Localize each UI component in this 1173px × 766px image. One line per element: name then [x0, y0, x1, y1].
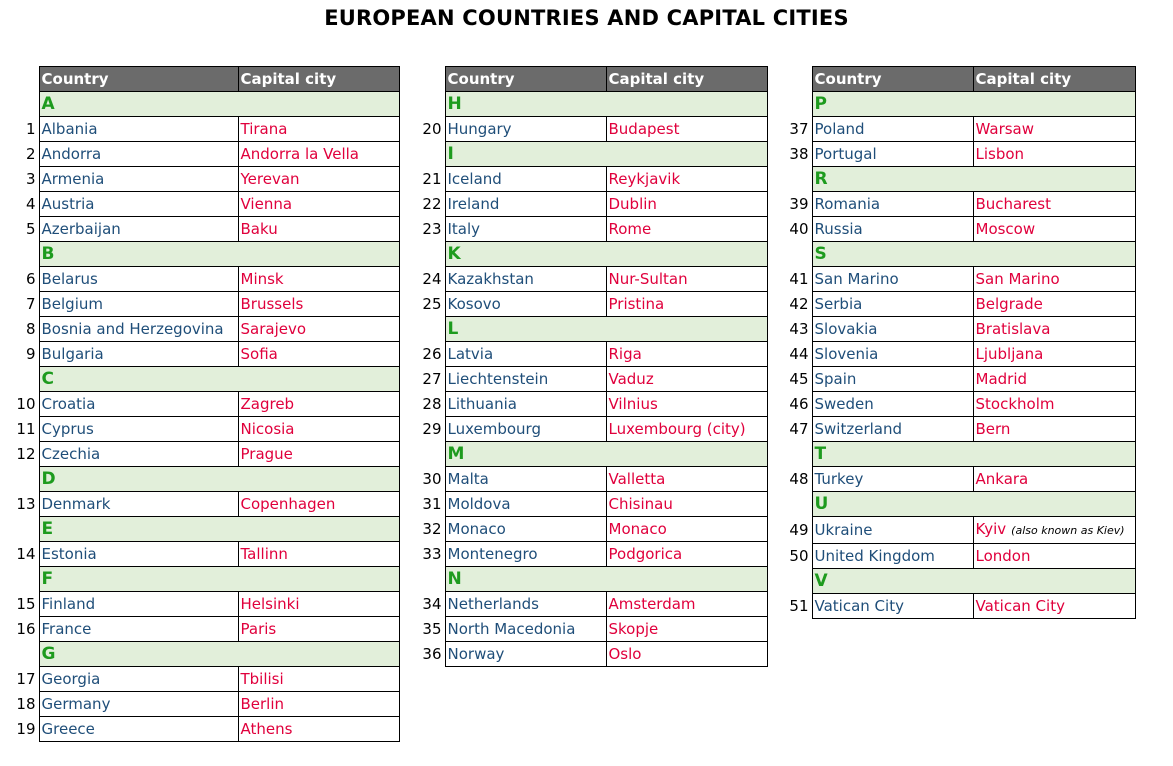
letter-group-row	[8, 517, 399, 542]
table-header-row	[8, 67, 399, 92]
table-row	[781, 292, 1135, 317]
table-row	[781, 342, 1135, 367]
capital-city-name: Vatican City	[973, 594, 1135, 619]
row-number: 10	[16, 395, 36, 413]
country-name: France	[39, 617, 238, 642]
table-row	[8, 592, 399, 617]
table-row	[8, 392, 399, 417]
letter-group-row	[414, 142, 767, 167]
row-number: 23	[422, 220, 442, 238]
country-name: Hungary	[445, 117, 606, 142]
letter-group-label: M	[445, 442, 767, 467]
letter-group-label: D	[39, 467, 399, 492]
country-name: Serbia	[812, 292, 973, 317]
row-number: 2	[25, 145, 36, 163]
capital-city-name: Skopje	[606, 617, 767, 642]
country-name: Monaco	[445, 517, 606, 542]
letter-group-label: L	[445, 317, 767, 342]
country-name: Malta	[445, 467, 606, 492]
table-row	[414, 217, 767, 242]
country-name: Russia	[812, 217, 973, 242]
letter-group-label: G	[39, 642, 399, 667]
row-number: 12	[16, 445, 36, 463]
table-header-row	[414, 67, 767, 92]
country-name: San Marino	[812, 267, 973, 292]
capital-city-name: Tbilisi	[238, 667, 399, 692]
country-name: Netherlands	[445, 592, 606, 617]
letter-group-row	[414, 442, 767, 467]
table-row	[414, 342, 767, 367]
row-number: 36	[422, 645, 442, 663]
row-number: 32	[422, 520, 442, 538]
country-name: Lithuania	[445, 392, 606, 417]
capital-city-name: Brussels	[238, 292, 399, 317]
row-number: 29	[422, 420, 442, 438]
capital-city-name: Tallinn	[238, 542, 399, 567]
table-row	[8, 117, 399, 142]
country-name: Andorra	[39, 142, 238, 167]
row-number-spacer	[414, 442, 445, 467]
row-number: 51	[789, 597, 809, 615]
row-number-spacer	[8, 92, 39, 117]
letter-group-label: V	[812, 569, 1135, 594]
letter-group-row	[8, 367, 399, 392]
country-name: Bosnia and Herzegovina	[39, 317, 238, 342]
table-row	[8, 417, 399, 442]
country-name: Kazakhstan	[445, 267, 606, 292]
capital-city-name: Reykjavik	[606, 167, 767, 192]
capital-city-name: Budapest	[606, 117, 767, 142]
capital-city-name: Yerevan	[238, 167, 399, 192]
country-name: Slovakia	[812, 317, 973, 342]
capital-city-name: Moscow	[973, 217, 1135, 242]
row-number-spacer	[781, 442, 812, 467]
letter-group-row	[781, 242, 1135, 267]
row-number-spacer	[781, 92, 812, 117]
row-number-spacer	[414, 67, 445, 92]
country-name: Albania	[39, 117, 238, 142]
countries-table-h-n	[414, 66, 768, 667]
row-number-spacer	[781, 67, 812, 92]
row-number: 22	[422, 195, 442, 213]
capital-city-name: Minsk	[238, 267, 399, 292]
row-number: 27	[422, 370, 442, 388]
capital-city-name: Stockholm	[973, 392, 1135, 417]
table-row	[414, 292, 767, 317]
row-number: 17	[16, 670, 36, 688]
row-number: 26	[422, 345, 442, 363]
table-row	[781, 392, 1135, 417]
capital-city-name: San Marino	[973, 267, 1135, 292]
letter-group-label: C	[39, 367, 399, 392]
letter-group-row	[8, 92, 399, 117]
letter-group-label: H	[445, 92, 767, 117]
capital-city-name: Bucharest	[973, 192, 1135, 217]
row-number: 9	[25, 345, 36, 363]
country-name: Vatican City	[812, 594, 973, 619]
country-name: Switzerland	[812, 417, 973, 442]
table-row	[8, 717, 399, 742]
country-name: Moldova	[445, 492, 606, 517]
country-name: Latvia	[445, 342, 606, 367]
country-name: Turkey	[812, 467, 973, 492]
capital-city-name: Belgrade	[973, 292, 1135, 317]
country-name: Norway	[445, 642, 606, 667]
capital-city-name: Warsaw	[973, 117, 1135, 142]
capital-city-name: Copenhagen	[238, 492, 399, 517]
capital-city-name: Dublin	[606, 192, 767, 217]
country-name: Ukraine	[812, 517, 973, 544]
country-name: Estonia	[39, 542, 238, 567]
row-number: 20	[422, 120, 442, 138]
row-number: 50	[789, 547, 809, 565]
letter-group-row	[781, 569, 1135, 594]
capital-city-note: (also known as Kiev)	[1011, 524, 1125, 537]
column-header-capital: Capital city	[238, 67, 399, 92]
capital-city-cell	[973, 517, 1135, 544]
row-number: 33	[422, 545, 442, 563]
table-row	[8, 667, 399, 692]
country-name: Czechia	[39, 442, 238, 467]
table-row	[781, 367, 1135, 392]
capital-city-name: Madrid	[973, 367, 1135, 392]
row-number-spacer	[8, 467, 39, 492]
capital-city-name: Zagreb	[238, 392, 399, 417]
capital-city-name: Pristina	[606, 292, 767, 317]
table-row	[414, 592, 767, 617]
country-name: Montenegro	[445, 542, 606, 567]
table-row	[8, 267, 399, 292]
capital-city-name: Sarajevo	[238, 317, 399, 342]
table-row	[8, 217, 399, 242]
table-row	[414, 542, 767, 567]
capital-city-name: Bern	[973, 417, 1135, 442]
country-name: Georgia	[39, 667, 238, 692]
letter-group-label: P	[812, 92, 1135, 117]
column-header-capital: Capital city	[973, 67, 1135, 92]
capital-city-name: Rome	[606, 217, 767, 242]
letter-group-label: S	[812, 242, 1135, 267]
letter-group-label: A	[39, 92, 399, 117]
row-number: 41	[789, 270, 809, 288]
table-row	[8, 542, 399, 567]
letter-group-row	[8, 567, 399, 592]
letter-group-label: K	[445, 242, 767, 267]
row-number-spacer	[8, 367, 39, 392]
row-number: 45	[789, 370, 809, 388]
countries-table-p-v	[781, 66, 1136, 619]
capital-city-name: Tirana	[238, 117, 399, 142]
column-header-country: Country	[812, 67, 973, 92]
capital-city-name: Vilnius	[606, 392, 767, 417]
table-row	[781, 417, 1135, 442]
capital-city-name: Bratislava	[973, 317, 1135, 342]
capital-city-name: Ljubljana	[973, 342, 1135, 367]
capital-city-name: Amsterdam	[606, 592, 767, 617]
country-name: Portugal	[812, 142, 973, 167]
capital-city-name: Nur-Sultan	[606, 267, 767, 292]
row-number: 38	[789, 145, 809, 163]
country-name: Belgium	[39, 292, 238, 317]
row-number: 49	[789, 521, 809, 539]
table-row	[781, 544, 1135, 569]
table-row	[414, 642, 767, 667]
country-name: Sweden	[812, 392, 973, 417]
column-header-country: Country	[445, 67, 606, 92]
capital-city-name: Sofia	[238, 342, 399, 367]
table-row	[781, 192, 1135, 217]
capital-city-name: Baku	[238, 217, 399, 242]
row-number: 44	[789, 345, 809, 363]
row-number: 40	[789, 220, 809, 238]
row-number-spacer	[8, 67, 39, 92]
row-number-spacer	[8, 517, 39, 542]
capital-city-name: Podgorica	[606, 542, 767, 567]
capital-city-name: Nicosia	[238, 417, 399, 442]
country-name: Luxembourg	[445, 417, 606, 442]
row-number-spacer	[781, 167, 812, 192]
row-number-spacer	[414, 242, 445, 267]
letter-group-row	[781, 167, 1135, 192]
country-name: Greece	[39, 717, 238, 742]
table-row	[414, 467, 767, 492]
capital-city-name: London	[973, 544, 1135, 569]
capital-city-name: Vaduz	[606, 367, 767, 392]
country-name: Germany	[39, 692, 238, 717]
country-name: Spain	[812, 367, 973, 392]
row-number-spacer	[8, 642, 39, 667]
letter-group-label: I	[445, 142, 767, 167]
table-row	[8, 342, 399, 367]
row-number: 13	[16, 495, 36, 513]
row-number: 47	[789, 420, 809, 438]
row-number: 4	[25, 195, 36, 213]
row-number: 46	[789, 395, 809, 413]
letter-group-label: F	[39, 567, 399, 592]
table-row	[781, 594, 1135, 619]
table-row	[781, 217, 1135, 242]
country-name: Denmark	[39, 492, 238, 517]
letter-group-label: B	[39, 242, 399, 267]
letter-group-label: T	[812, 442, 1135, 467]
table-row	[781, 142, 1135, 167]
row-number-spacer	[414, 317, 445, 342]
countries-table-a-g	[8, 66, 400, 742]
letter-group-label: N	[445, 567, 767, 592]
row-number: 31	[422, 495, 442, 513]
capital-city-name: Kyiv	[975, 520, 1007, 538]
row-number-spacer	[414, 92, 445, 117]
row-number: 48	[789, 470, 809, 488]
table-row	[8, 692, 399, 717]
column-header-capital: Capital city	[606, 67, 767, 92]
row-number: 24	[422, 270, 442, 288]
capital-city-name: Andorra la Vella	[238, 142, 399, 167]
letter-group-label: U	[812, 492, 1135, 517]
table-row	[414, 392, 767, 417]
country-name: Slovenia	[812, 342, 973, 367]
table-row	[8, 317, 399, 342]
table-body	[414, 67, 767, 667]
row-number-spacer	[781, 492, 812, 517]
country-name: Finland	[39, 592, 238, 617]
row-number: 39	[789, 195, 809, 213]
table-row	[781, 317, 1135, 342]
row-number-spacer	[414, 142, 445, 167]
country-name: Cyprus	[39, 417, 238, 442]
capital-city-name: Riga	[606, 342, 767, 367]
letter-group-row	[414, 567, 767, 592]
table-row	[414, 117, 767, 142]
letter-group-row	[781, 492, 1135, 517]
capital-city-name: Paris	[238, 617, 399, 642]
row-number: 43	[789, 320, 809, 338]
capital-city-name: Athens	[238, 717, 399, 742]
letter-group-row	[8, 467, 399, 492]
row-number: 30	[422, 470, 442, 488]
table-header-row	[781, 67, 1135, 92]
column-header-country: Country	[39, 67, 238, 92]
row-number: 3	[25, 170, 36, 188]
country-name: Azerbaijan	[39, 217, 238, 242]
letter-group-row	[781, 442, 1135, 467]
country-name: Italy	[445, 217, 606, 242]
country-name: Liechtenstein	[445, 367, 606, 392]
row-number: 42	[789, 295, 809, 313]
table-row	[781, 467, 1135, 492]
table-row	[414, 517, 767, 542]
country-name: Ireland	[445, 192, 606, 217]
capital-city-name: Helsinki	[238, 592, 399, 617]
country-name: North Macedonia	[445, 617, 606, 642]
row-number: 6	[25, 270, 36, 288]
table-row	[8, 442, 399, 467]
table-body	[8, 67, 399, 742]
country-name: Croatia	[39, 392, 238, 417]
row-number: 1	[25, 120, 36, 138]
row-number: 21	[422, 170, 442, 188]
country-name: Kosovo	[445, 292, 606, 317]
table-row	[414, 267, 767, 292]
table-row	[781, 117, 1135, 142]
capital-city-name: Ankara	[973, 467, 1135, 492]
row-number: 5	[25, 220, 36, 238]
letter-group-row	[414, 317, 767, 342]
letter-group-row	[414, 92, 767, 117]
row-number: 8	[25, 320, 36, 338]
capital-city-name: Monaco	[606, 517, 767, 542]
letter-group-label: E	[39, 517, 399, 542]
capital-city-name: Oslo	[606, 642, 767, 667]
row-number-spacer	[781, 569, 812, 594]
table-row	[8, 292, 399, 317]
capital-city-name: Lisbon	[973, 142, 1135, 167]
row-number: 11	[16, 420, 36, 438]
table-row	[781, 517, 1135, 544]
letter-group-row	[8, 642, 399, 667]
letter-group-row	[781, 92, 1135, 117]
table-row	[8, 192, 399, 217]
table-row	[8, 492, 399, 517]
table-row	[8, 167, 399, 192]
row-number: 28	[422, 395, 442, 413]
capital-city-name: Chisinau	[606, 492, 767, 517]
letter-group-row	[8, 242, 399, 267]
row-number: 34	[422, 595, 442, 613]
table-row	[8, 617, 399, 642]
table-row	[414, 192, 767, 217]
capital-city-name: Prague	[238, 442, 399, 467]
table-body	[781, 67, 1135, 619]
row-number: 35	[422, 620, 442, 638]
row-number: 37	[789, 120, 809, 138]
table-row	[781, 267, 1135, 292]
row-number-spacer	[781, 242, 812, 267]
row-number-spacer	[8, 567, 39, 592]
table-row	[414, 492, 767, 517]
row-number: 18	[16, 695, 36, 713]
row-number: 25	[422, 295, 442, 313]
row-number: 7	[25, 295, 36, 313]
country-name: Iceland	[445, 167, 606, 192]
capital-city-name: Berlin	[238, 692, 399, 717]
table-row	[414, 367, 767, 392]
country-name: United Kingdom	[812, 544, 973, 569]
table-row	[414, 417, 767, 442]
country-name: Belarus	[39, 267, 238, 292]
page-title: EUROPEAN COUNTRIES AND CAPITAL CITIES	[324, 6, 849, 30]
capital-city-name: Luxembourg (city)	[606, 417, 767, 442]
country-name: Armenia	[39, 167, 238, 192]
country-name: Poland	[812, 117, 973, 142]
row-number: 19	[16, 720, 36, 738]
table-row	[8, 142, 399, 167]
table-row	[414, 617, 767, 642]
row-number: 14	[16, 545, 36, 563]
country-name: Romania	[812, 192, 973, 217]
row-number: 15	[16, 595, 36, 613]
country-name: Austria	[39, 192, 238, 217]
row-number-spacer	[414, 567, 445, 592]
table-row	[414, 167, 767, 192]
row-number: 16	[16, 620, 36, 638]
letter-group-label: R	[812, 167, 1135, 192]
country-name: Bulgaria	[39, 342, 238, 367]
row-number-spacer	[8, 242, 39, 267]
letter-group-row	[414, 242, 767, 267]
capital-city-name: Vienna	[238, 192, 399, 217]
capital-city-name: Valletta	[606, 467, 767, 492]
